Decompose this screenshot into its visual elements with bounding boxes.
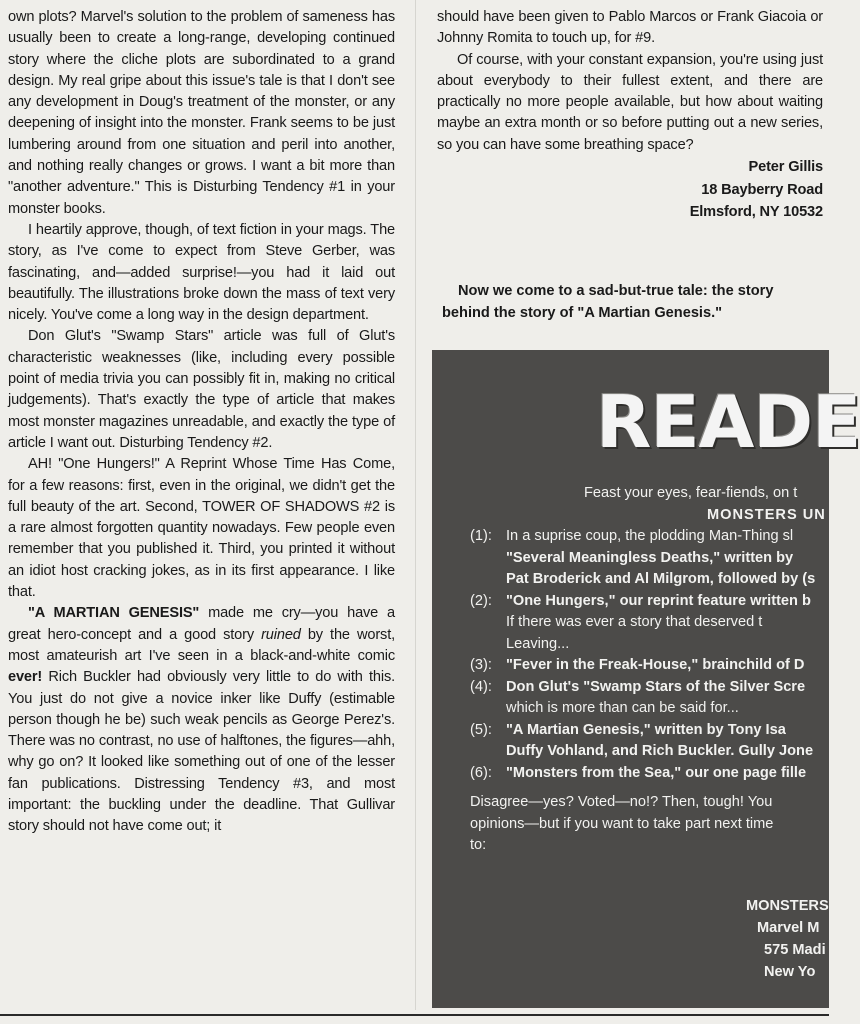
right-paragraph-2: Of course, with your constant expansion, you're using just about everybody to their fullest extent, and there are practically no more people available, but how about waiting maybe an extra month or so before putting out a new series, so you can have some breathing space?: [437, 51, 823, 153]
poll-content: [470, 483, 830, 857]
closing-line: opinions—but if you want to take part next time: [470, 815, 774, 832]
entry-line: "Several Meaningless Deaths," written by: [506, 549, 794, 566]
entry-line: Don Glut's "Swamp Stars of the Silver Scre: [506, 678, 806, 695]
entry-line: If there was ever a story that deserved t: [506, 614, 763, 630]
bottom-rule: [0, 1014, 829, 1016]
martian-ruined: ruined: [261, 626, 301, 643]
entry-line: In a suprise coup, the plodding Man-Thing sl: [506, 528, 794, 544]
signature-street: 18 Bayberry Road: [701, 181, 823, 198]
poll-entry: [470, 677, 830, 720]
entry-line: Pat Broderick and Al Milgrom, followed by (s: [506, 571, 816, 587]
entry-line: Leaving...: [506, 635, 570, 652]
column-divider: [415, 0, 416, 1010]
entry-number: (6):: [470, 764, 492, 781]
signature-name: Peter Gillis: [748, 159, 823, 176]
editor-intro: [442, 281, 829, 324]
right-column: [437, 7, 823, 224]
left-paragraph-5: [8, 603, 395, 837]
address-line: 575 Madi: [764, 942, 826, 958]
signature: [437, 156, 823, 224]
readers-poll-box: [432, 350, 860, 1008]
address-line: New Yo: [764, 964, 816, 980]
entry-line: "Monsters from the Sea," our one page fille: [506, 764, 807, 781]
poll-entry: [470, 720, 830, 763]
left-paragraph-3: Don Glut's "Swamp Stars" article was full of Glut's characteristic weaknesses (like, including every possible point of media trivia you can possibly fit in, making no critical judgements). That's exactly the type of article that makes most monster magazines unreadable, and exactly the type of article I want out. Disturbing Tendency #2.: [8, 328, 395, 451]
address-line: Marvel M: [757, 920, 820, 936]
closing-text: [470, 792, 830, 857]
poll-entry: [470, 655, 830, 677]
entry-number: (2):: [470, 592, 492, 609]
entry-number: (4):: [470, 678, 492, 695]
intro-line-2: behind the story of "A Martian Genesis.": [442, 304, 723, 321]
entry-line: which is more than can be said for...: [506, 700, 739, 716]
mailing-address: [746, 895, 829, 983]
closing-line: to:: [470, 837, 487, 853]
poll-entry: [470, 591, 830, 656]
poll-entry: [470, 526, 830, 591]
entry-number: (1):: [470, 528, 492, 544]
left-paragraph-4: AH! "One Hungers!" A Reprint Whose Time Has Come, for a few reasons: first, even in the original, we didn't get the full beauty of the art. Second, TOWER OF SHADOWS #2 is a rare almost forgotten quantity nowadays. Few people even remember that you published it. Third, you printed it without an idiot host cracking jokes, as in its first appearance. I like that.: [8, 456, 395, 601]
readers-logo: READE: [596, 380, 860, 464]
right-paragraph-1: should have been given to Pablo Marcos or Frank Giacoia or Johnny Romita to touch up, for #9.: [437, 9, 823, 47]
left-paragraph-2: I heartily approve, though, of text fiction in your mags. The story, as I've come to expect from Steve Gerber, was fascinating, and—added surprise!—you had it laid out beautifully. The illustrations broke down the mass of text very nicely. You've come a long way in the design department.: [8, 221, 395, 324]
address-line: MONSTERS: [746, 898, 829, 914]
entry-number: (3):: [470, 657, 492, 673]
left-paragraph-1: own plots? Marvel's solution to the problem of sameness has usually been to create a long-range, developing continued story where the cliche plots are subordinated to a grand design. My real gripe about this issue's tale is that I don't see any development in Doug's treatment of the monster, or any deepening of insight into the monster. Frank seems to be just lumbering around from one situation and peril into another, and nothing really changes or grows. I want a bit more than "another adventure." This is Disturbing Tendency #1 in your monster books.: [8, 9, 395, 217]
left-column: [8, 7, 395, 838]
martian-ever: ever!: [8, 669, 43, 686]
entry-number: (5):: [470, 721, 492, 738]
monsters-un-line: MONSTERS UN: [707, 506, 826, 523]
entry-line: "A Martian Genesis," written by Tony Isa: [506, 721, 786, 738]
entry-line: "One Hungers," our reprint feature written b: [506, 592, 811, 609]
entry-line: Duffy Vohland, and Rich Buckler. Gully Jone: [506, 743, 814, 759]
martian-text-a: made me cry—you have a great hero-concept and a good story: [8, 605, 395, 643]
martian-text-c: Rich Buckler had obviously very little to do with this. You just do not give a novice inker like Duffy (estimable person though he be) such weak pencils as George Perez's. There was no contrast, no use of halftones, the figures—ahh, why go on? It looked like something out of one of the lesser fan publications. Distressing Tendency #3, and most important: the buckling under the deadline. That Gullivar story should not have come out; it: [8, 669, 395, 835]
entry-line: "Fever in the Freak-House," brainchild of D: [506, 657, 805, 673]
martian-title: "A MARTIAN GENESIS": [28, 605, 200, 622]
intro-line-1: Now we come to a sad-but-true tale: the story: [458, 283, 774, 299]
poll-entry: [470, 763, 830, 785]
signature-city: Elmsford, NY 10532: [689, 204, 823, 221]
closing-line: Disagree—yes? Voted—no!? Then, tough! You: [470, 794, 773, 810]
feast-line: Feast your eyes, fear-fiends, on t: [584, 485, 798, 501]
martian-text-b: by the worst, most amateurish art I've seen in a black-and-white comic: [8, 626, 396, 664]
